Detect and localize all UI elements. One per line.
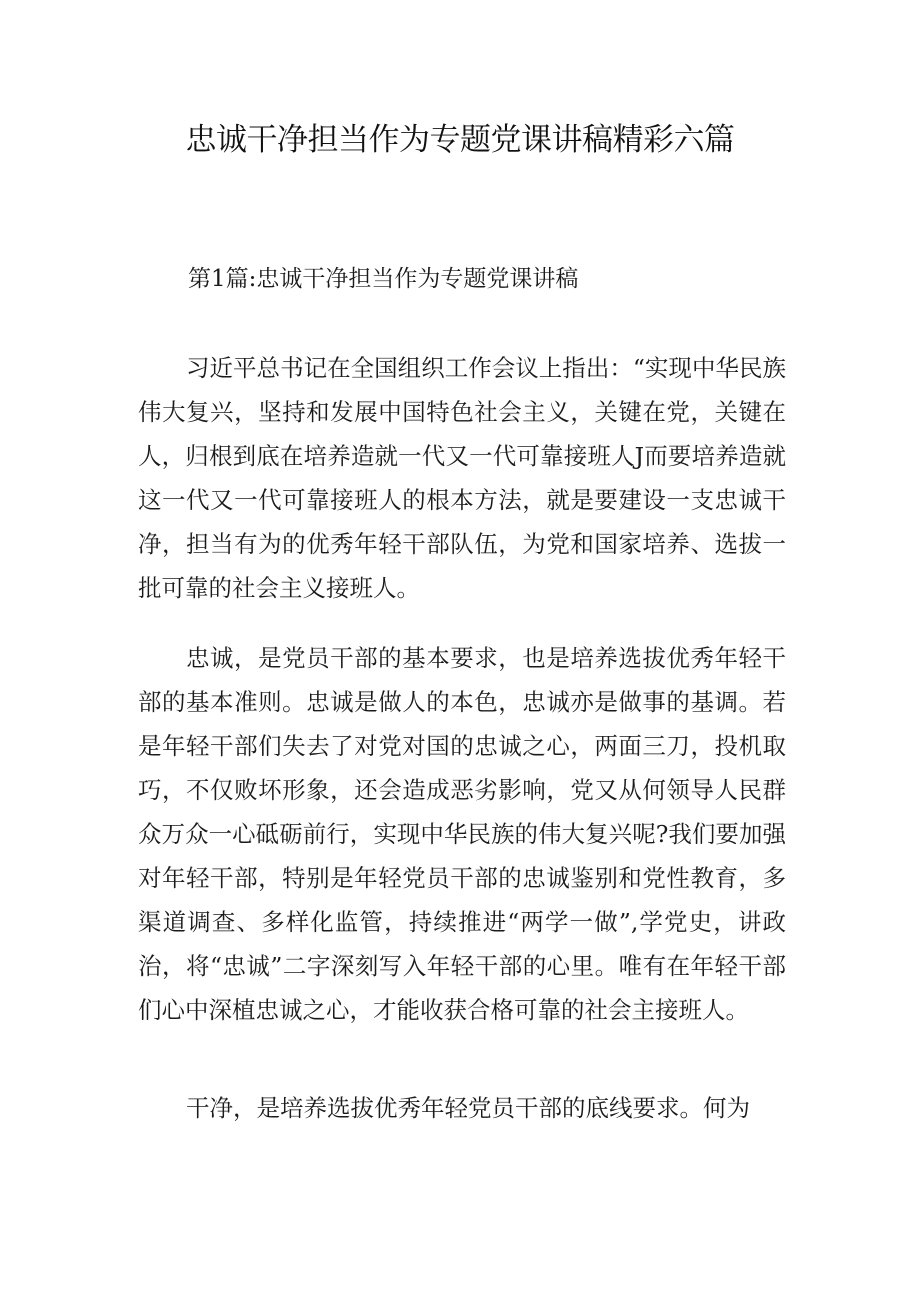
body-paragraph-1: 习近平总书记在全国组织工作会议上指出：“实现中华民族伟大复兴，坚持和发展中国特色社会主义，关键在党，关键在人，归根到底在培养造就一代又一代可靠接班人J而要培养造就这一代又一代可靠接班人的根本方法，就是要建设一支忠诚干净，担当有为的优秀年轻干部队伍，为党和国家培养、选拔一批可靠的社会主义接班人。 bbox=[138, 354, 786, 602]
body-paragraph-2: 忠诚，是党员干部的基本要求，也是培养选拔优秀年轻干部的基本准则。忠诚是做人的本色，忠诚亦是做事的基调。若是年轻干部们失去了对党对国的忠诚之心，两面三刀，投机取巧，不仅败坏形象，还会造成恶劣影响，党又从何领导人民群众万众一心砥砺前行，实现中华民族的伟大复兴呢?我们要加强对年轻干部，特别是年轻党员干部的忠诚鉴别和党性教育，多渠道调查、多样化监管，持续推进“两学一做”,学党史，讲政治，将“忠诚”二字深刻写入年轻干部的心里。唯有在年轻干部们心中深植忠诚之心，才能收获合格可靠的社会主接班人。 bbox=[138, 644, 786, 1024]
document-title: 忠诚干净担当作为专题党课讲稿精彩六篇 bbox=[185, 122, 735, 158]
body-paragraph-3: 干净，是培养选拔优秀年轻党员干部的底线要求。何为 bbox=[186, 1094, 750, 1122]
chapter-heading: 第1篇:忠诚干净担当作为专题党课讲稿 bbox=[188, 266, 579, 292]
